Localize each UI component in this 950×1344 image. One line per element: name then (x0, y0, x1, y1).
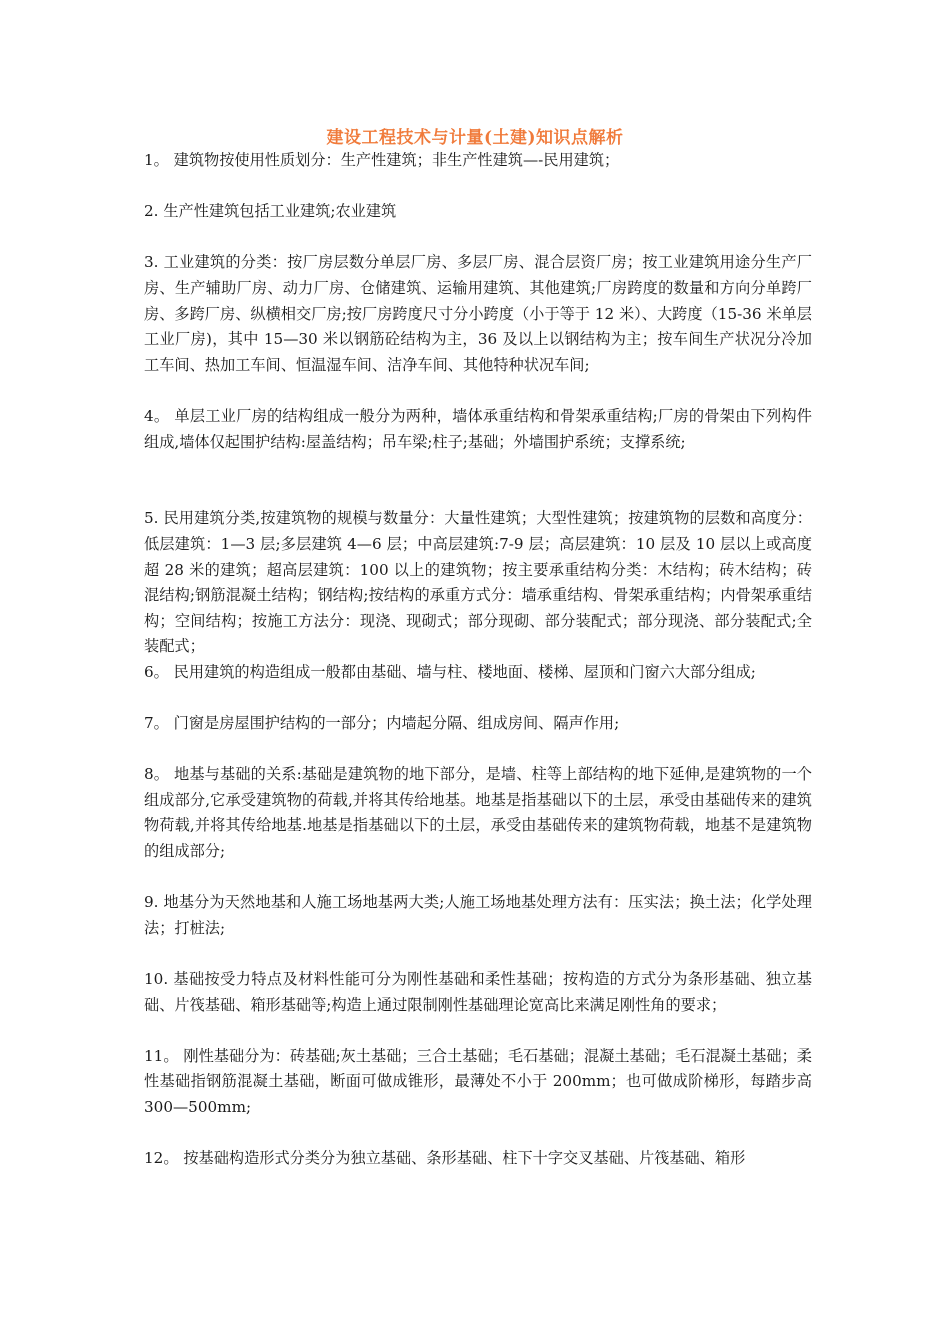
paragraph-spacer (144, 1018, 812, 1044)
paragraph-9: 9. 地基分为天然地基和人施工场地基两大类;人施工场地基处理方法有：压实法；换土法；化学处理法；打桩法; (144, 893, 812, 937)
paragraph-2: 2. 生产性建筑包括工业建筑;农业建筑 (144, 202, 397, 221)
paragraph-4: 4。 单层工业厂房的结构组成一般分为两种，墙体承重结构和骨架承重结构;厂房的骨架由下列构件组成,墙体仅起围护结构:屋盖结构；吊车梁;柱子;基础；外墙围护系统；支撑系统; (144, 406, 812, 451)
paragraph-10: 10. 基础按受力特点及材料性能可分为刚性基础和柔性基础；按构造的方式分为条形基础、独立基础、片筏基础、箱形基础等;构造上通过限制刚性基础理论宽高比来满足刚性角的要求； (144, 970, 812, 1014)
paragraph-5: 5. 民用建筑分类,按建筑物的规模与数量分：大量性建筑；大型性建筑；按建筑物的层数和高度分：低层建筑：1—3 层;多层建筑 4—6 层；中高层建筑:7-9 层；高层建筑：10 层及 10 层以上或高度超 28 米的建筑；超高层建筑：100 以上的建筑物；按主要承重结构分类：木结构；砖木结构；砖混结构;钢筋混凝土结构；钢结构;按结构的承重方式分：墙承重结构、骨架承重结构；内骨架承重结构；空间结构；按施工方法分：现浇、现砌式；部分现砌、部分装配式；部分现浇、部分装配式;全装配式； (144, 509, 812, 656)
paragraph-7: 7。 门窗是房屋围护结构的一部分；内墙起分隔、组成房间、隔声作用; (144, 714, 620, 733)
paragraph-6: 6。 民用建筑的构造组成一般都由基础、墙与柱、楼地面、楼梯、屋顶和门窗六大部分组成; (144, 662, 756, 681)
paragraph-12: 12。 按基础构造形式分类分为独立基础、条形基础、柱下十字交叉基础、片筏基础、箱形 (144, 1149, 746, 1168)
paragraph-11: 11。 刚性基础分为：砖基础;灰土基础；三合土基础；毛石基础；混凝土基础；毛石混凝土基础；柔性基础指钢筋混凝土基础，断面可做成锥形，最薄处不小于 200mm；也可做成阶梯形，每踏步高 300—500mm; (144, 1046, 812, 1116)
paragraph-8: 8。 地基与基础的关系:基础是建筑物的地下部分，是墙、柱等上部结构的地下延伸,是建筑物的一个组成部分,它承受建筑物的荷载,并将其传给地基。地基是指基础以下的土层，承受由基础传来的建筑物荷载,并将其传给地基.地基是指基础以下的土层，承受由基础传来的建筑物荷载，地基不是建筑物的组成部分; (144, 765, 812, 861)
paragraph-1: 1。 建筑物按使用性质划分：生产性建筑；非生产性建筑—-民用建筑； (144, 151, 620, 169)
paragraph-spacer (144, 174, 812, 200)
paragraph-spacer (144, 378, 812, 404)
paragraph-spacer (144, 685, 812, 711)
paragraph-spacer (144, 225, 812, 251)
paragraph-spacer (144, 455, 812, 506)
paragraph-spacer (144, 737, 812, 763)
paragraph-spacer (144, 1121, 812, 1147)
document-title: 建设工程技术与计量(土建)知识点解析 (326, 128, 624, 148)
document-body (144, 148, 812, 1172)
paragraph-3: 3. 工业建筑的分类：按厂房层数分单层厂房、多层厂房、混合层资厂房；按工业建筑用途分生产厂房、生产辅助厂房、动力厂房、仓储建筑、运输用建筑、其他建筑;厂房跨度的数量和方向分单跨厂房、多跨厂房、纵横相交厂房;按厂房跨度尺寸分小跨度（小于等于 12 米）、大跨度（15-36 米单层工业厂房)，其中 15—30 米以钢筋砼结构为主，36 及以上以钢结构为主；按车间生产状况分冷加工车间、热加工车间、恒温湿车间、洁净车间、其他特种状况车间; (144, 253, 812, 374)
paragraph-spacer (144, 865, 812, 891)
paragraph-spacer (144, 941, 812, 967)
